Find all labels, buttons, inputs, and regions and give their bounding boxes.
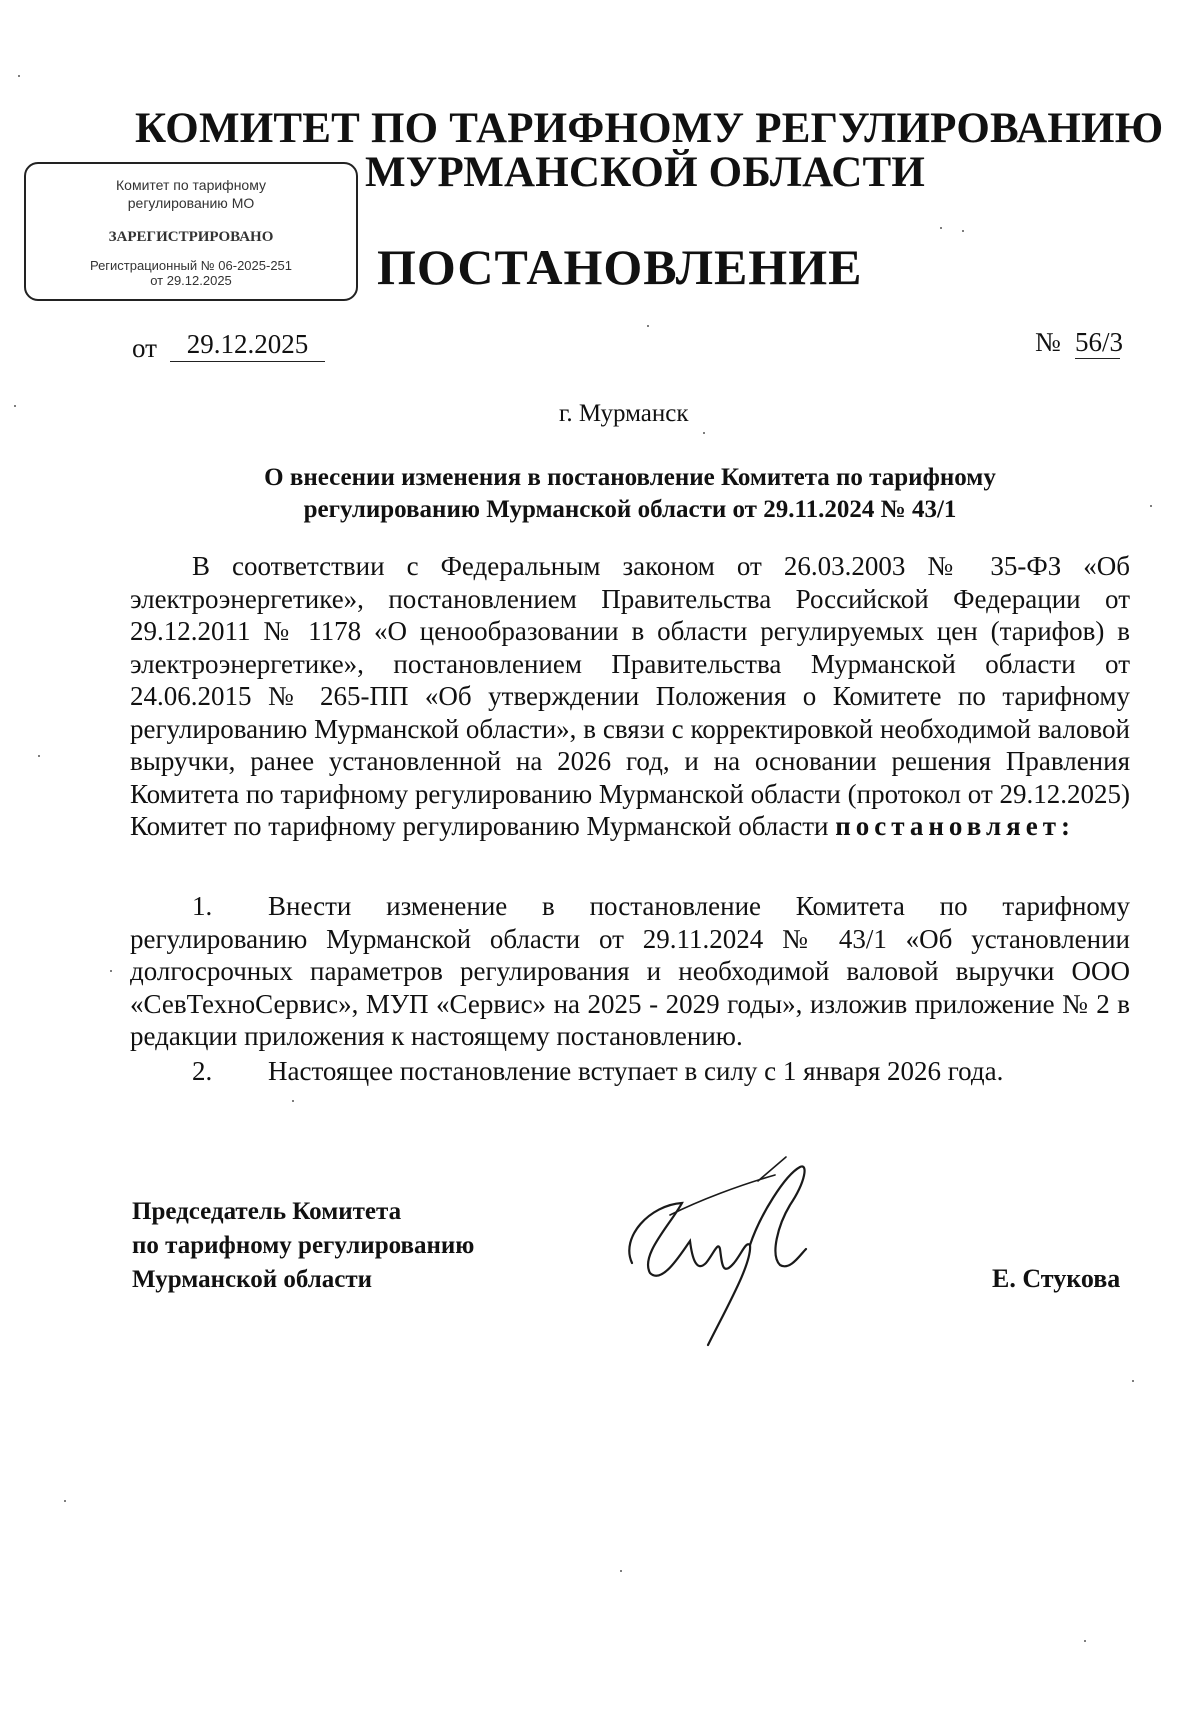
signer-title-line1: Председатель Комитета — [132, 1198, 402, 1225]
registration-stamp — [24, 162, 358, 301]
organization-title-line2: МУРМАНСКОЙ ОБЛАСТИ — [365, 149, 926, 196]
scan-speck — [38, 755, 40, 757]
stamp-reg-date: от 29.12.2025 — [150, 273, 232, 288]
decree-colon: : — [1060, 811, 1075, 841]
stamp-org-line1: Комитет по тарифному — [116, 177, 266, 193]
item-text: Внести изменение в постановление Комитета по тарифному регулированию Мурманской области от 29.11.2024 № 43/1 «Об установлении долгосрочных параметров регулирования и необходимой валовой выручки ООО «СевТехноСервис», МУП «Сервис» на 2025 - 2029 годы», изложив приложение № 2 в редакции приложения к настоящему постановлению. — [130, 891, 1130, 1051]
decree-word: постановляет — [835, 811, 1061, 841]
decree-item-1 — [130, 890, 1130, 1053]
scan-speck — [18, 75, 20, 77]
scan-speck — [292, 1100, 294, 1102]
decree-item-2 — [130, 1055, 1130, 1088]
scan-speck — [1132, 1380, 1134, 1382]
subject-line2: регулированию Мурманской области от 29.11.2024 № 43/1 — [303, 496, 957, 523]
handwritten-signature — [610, 1145, 860, 1355]
scan-speck — [110, 970, 112, 972]
preamble-text: В соответствии с Федеральным законом от 26.03.2003 № 35-ФЗ «Об электроэнергетике», постановлением Правительства Российской Федерации от 29.12.2011 № 1178 «О ценообразовании в области регулируемых цен (тарифов) в электроэнергетике», постановлением Правительства Мурманской области от 24.06.2015 № 265-ПП «Об утверждении Положения о Комитете по тарифному регулированию Мурманской области», в связи с корректировкой необходимой валовой выручки, ранее установленной на 2026 год, и на основании решения Правления Комитета по тарифному регулированию Мурманской области (протокол от 29.12.2025) Комитет по тарифному регулированию Мурманской области — [130, 551, 1130, 841]
scan-speck — [962, 230, 964, 232]
signer-title — [132, 1195, 474, 1297]
preamble-paragraph — [130, 550, 1130, 843]
document-date: 29.12.2025 — [170, 329, 325, 362]
signer-title-line2: по тарифному регулированию — [132, 1232, 475, 1259]
subject-line1: О внесении изменения в постановление Комитета по тарифному — [264, 464, 996, 491]
scan-speck — [703, 432, 705, 434]
item-number: 2. — [192, 1056, 213, 1086]
item-text: Настоящее постановление вступает в силу с 1 января 2026 года. — [268, 1056, 1004, 1086]
item-number: 1. — [192, 891, 213, 921]
stamp-registration — [26, 258, 356, 288]
document-number: 56/3 — [1075, 327, 1124, 357]
stamp-organization — [26, 176, 356, 212]
document-type-title: ПОСТАНОВЛЕНИЕ — [377, 239, 863, 295]
stamp-org-line2: регулированию МО — [127, 195, 255, 211]
stamp-reg-number: Регистрационный № 06-2025-251 — [89, 258, 293, 273]
scan-speck — [64, 1500, 66, 1502]
organization-title-line1: КОМИТЕТ ПО ТАРИФНОМУ РЕГУЛИРОВАНИЮ — [135, 105, 1164, 152]
signer-title-line3: Мурманской области — [132, 1266, 373, 1293]
date-label: от — [132, 333, 157, 363]
scan-speck — [940, 227, 942, 229]
city: г. Мурманск — [559, 400, 689, 427]
stamp-status: ЗАРЕГИСТРИРОВАНО — [108, 229, 274, 245]
signer-name: Е. Стукова — [992, 1264, 1121, 1293]
number-label: № — [1035, 327, 1061, 357]
scan-speck — [620, 1570, 622, 1572]
scan-speck — [14, 405, 16, 407]
scan-speck — [647, 325, 649, 327]
document-subject — [140, 462, 1120, 526]
scan-speck — [1084, 1640, 1086, 1642]
scan-speck — [1150, 505, 1152, 507]
